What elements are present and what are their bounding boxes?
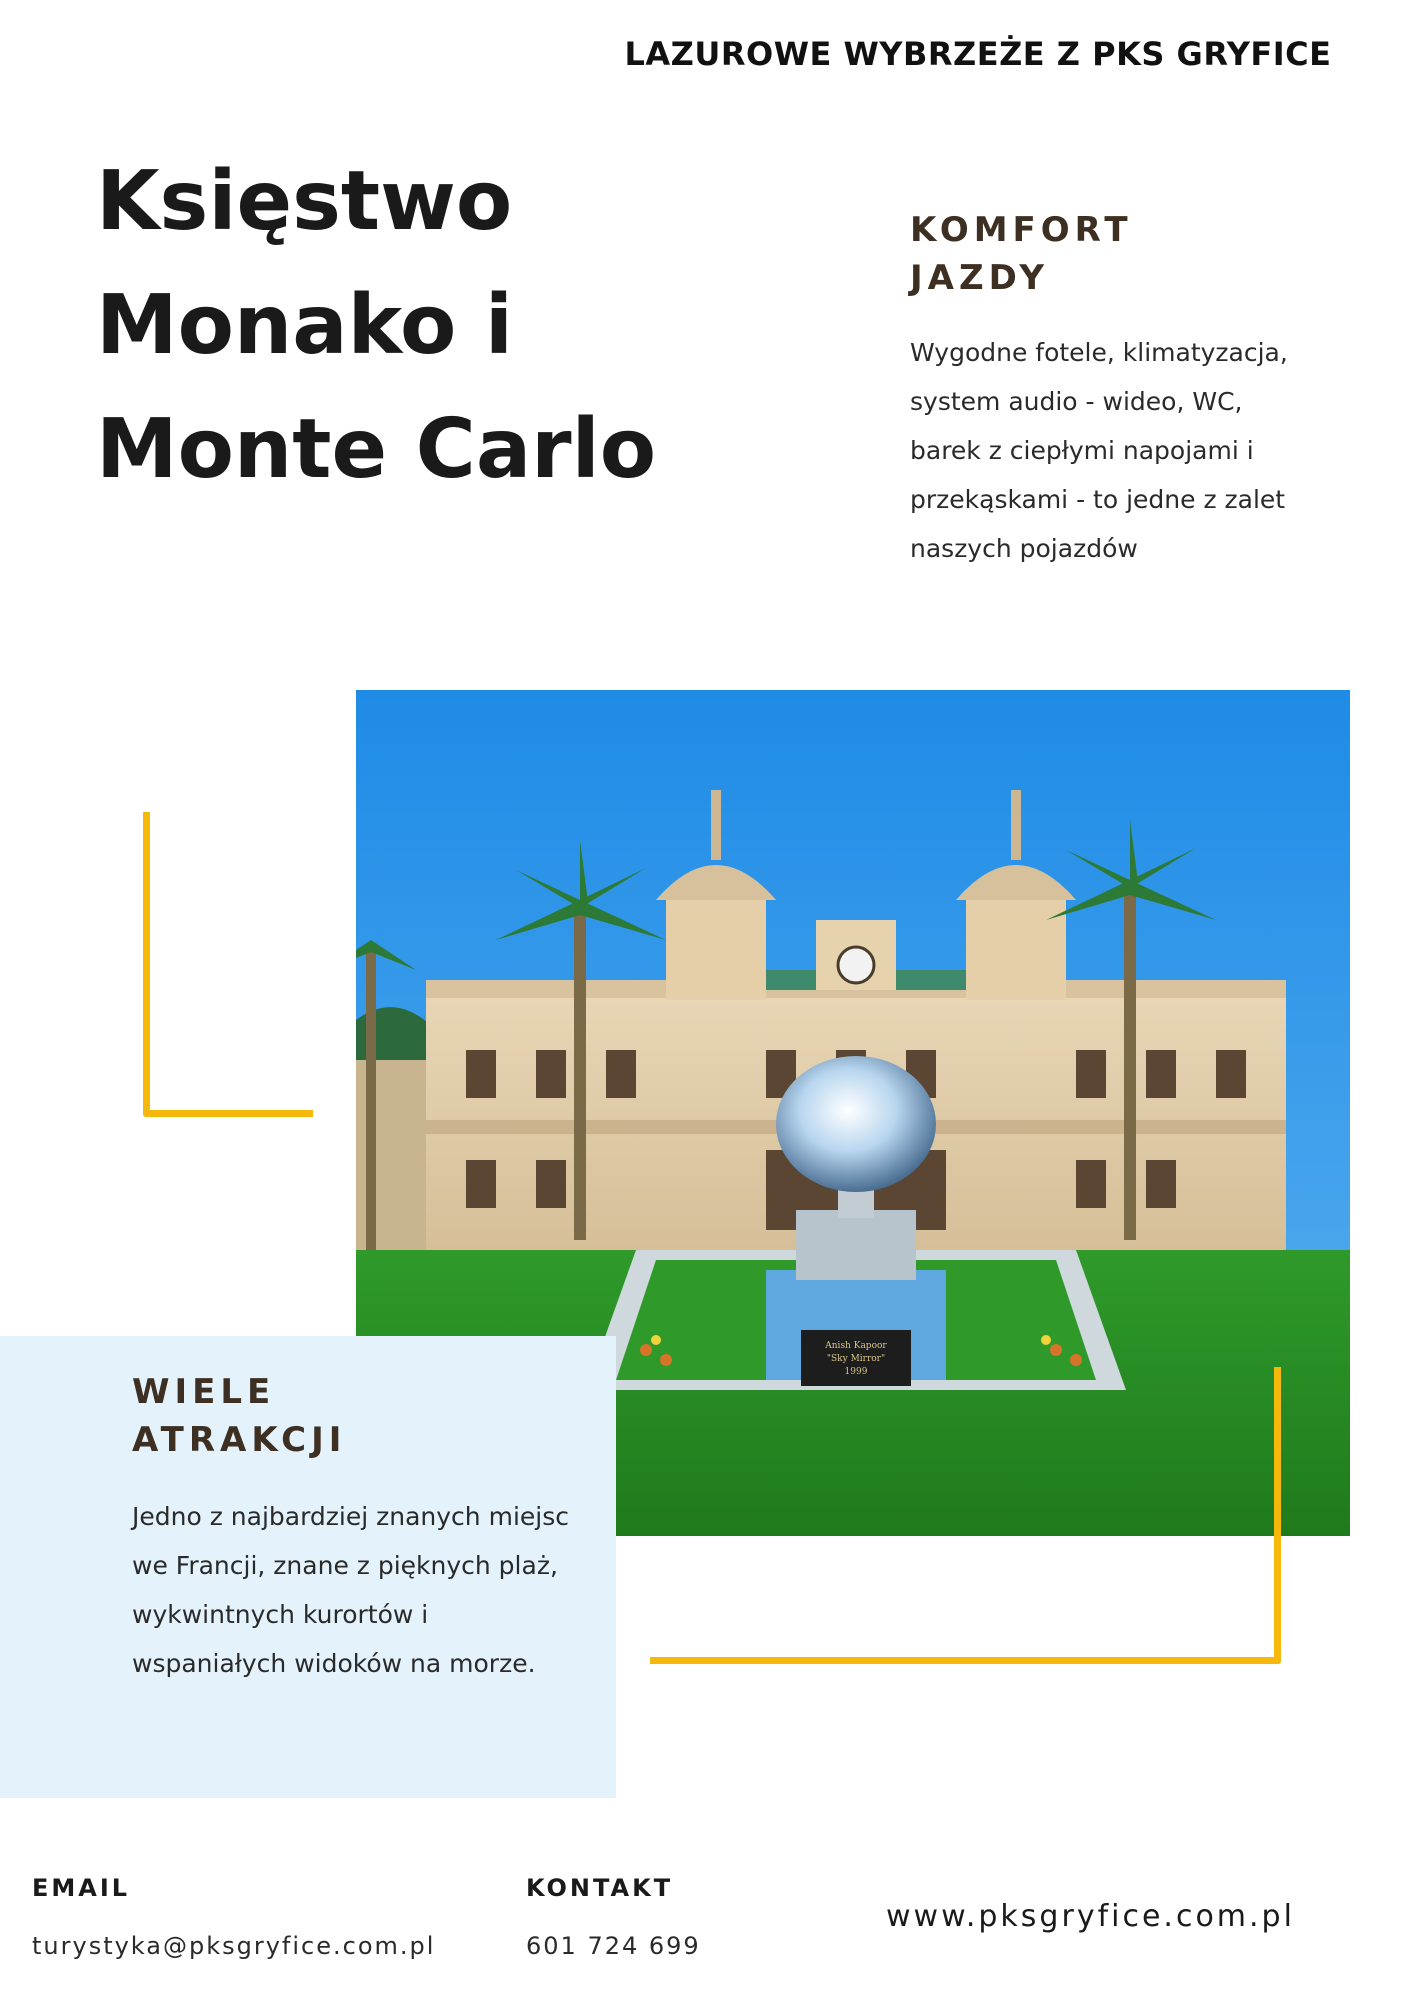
attractions-heading-line: WIELE bbox=[132, 1372, 276, 1412]
attractions-description: Jedno z najbardziej znanych miejsc we Francji, znane z pięknych plaż, wykwintnych kurortów i wspaniałych widoków na morze. bbox=[132, 1502, 569, 1678]
attractions-heading bbox=[132, 1368, 432, 1464]
accent-corner-line bbox=[143, 812, 313, 1117]
comfort-heading bbox=[910, 206, 1210, 302]
comfort-description: Wygodne fotele, klimatyzacja, system audio - wideo, WC, barek z ciepłymi napojami i przekąskami - to jedne z zalet naszych pojazdów bbox=[910, 338, 1288, 563]
sculpture-plaque-text: Anish Kapoor bbox=[825, 1341, 887, 1351]
comfort-heading-line: KOMFORT bbox=[910, 210, 1133, 250]
sculpture-plaque-text: "Sky Mirror" bbox=[826, 1354, 886, 1364]
page-title bbox=[96, 140, 736, 512]
website-link[interactable]: www.pksgryfice.com.pl bbox=[886, 1899, 1295, 1934]
attractions-heading-line: ATRAKCJI bbox=[132, 1420, 347, 1460]
page-title-line: Monako i bbox=[96, 278, 513, 373]
email-label: EMAIL bbox=[32, 1874, 131, 1902]
attractions-section bbox=[0, 1336, 616, 1798]
comfort-section bbox=[910, 206, 1350, 573]
accent-corner-line bbox=[650, 1367, 1281, 1664]
sculpture-plaque-text: 1999 bbox=[844, 1367, 868, 1377]
header-tagline: LAZUROWE WYBRZEŻE Z PKS GRYFICE bbox=[624, 35, 1332, 73]
comfort-heading-line: JAZDY bbox=[910, 258, 1049, 298]
email-link[interactable]: turystyka@pksgryfice.com.pl bbox=[32, 1932, 436, 1960]
page-title-line: Księstwo bbox=[96, 154, 513, 249]
phone-number[interactable]: 601 724 699 bbox=[526, 1932, 701, 1960]
contact-label: KONTAKT bbox=[526, 1874, 674, 1902]
page-title-line: Monte Carlo bbox=[96, 402, 657, 497]
